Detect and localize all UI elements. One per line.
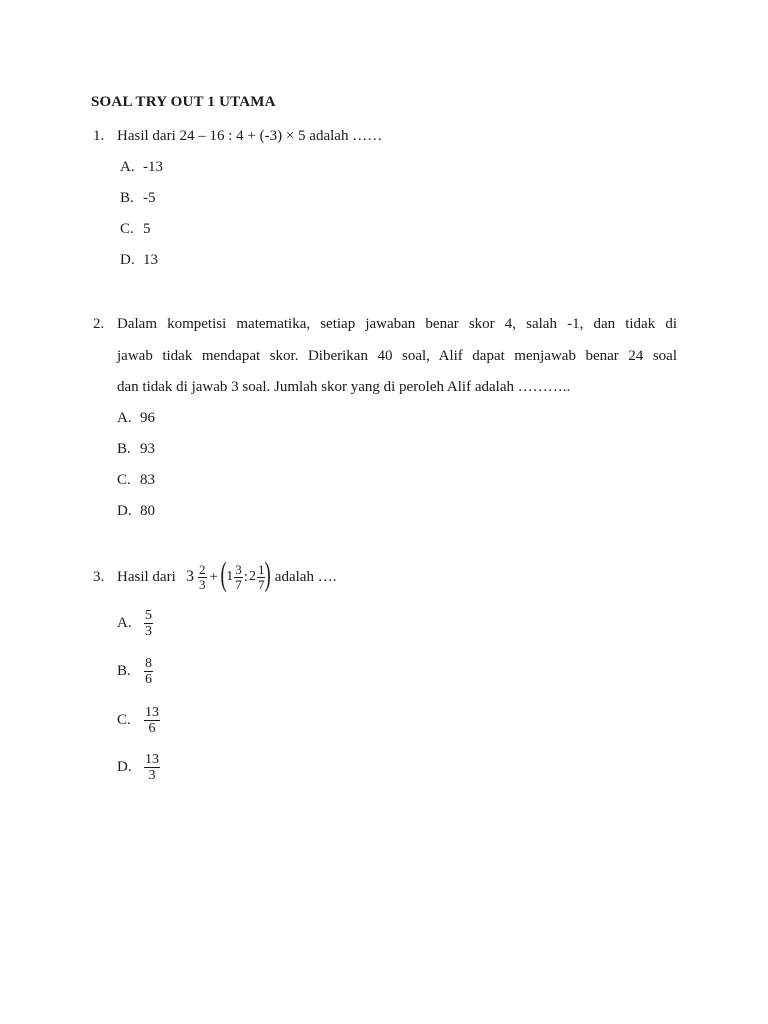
denominator: 7 — [257, 576, 265, 592]
q3-option-c — [117, 705, 160, 736]
option-letter: B. — [117, 663, 131, 679]
mixed-whole: 1 — [226, 569, 234, 584]
numerator: 2 — [199, 561, 206, 577]
option-fraction — [144, 656, 153, 687]
option-fraction — [144, 705, 160, 736]
option-letter: C. — [120, 221, 134, 237]
math-expression — [186, 557, 336, 597]
numerator: 8 — [145, 656, 152, 671]
numerator: 13 — [145, 752, 159, 767]
option-value: 96 — [140, 410, 155, 426]
option-value: -5 — [143, 190, 156, 206]
numerator: 5 — [145, 608, 152, 623]
document-title: SOAL TRY OUT 1 UTAMA — [91, 94, 276, 110]
option-value: 83 — [140, 472, 155, 488]
q3-option-d — [117, 752, 160, 783]
option-value: 80 — [140, 503, 155, 519]
denominator: 7 — [235, 576, 242, 592]
denominator: 6 — [145, 672, 152, 687]
numerator: 13 — [145, 705, 159, 720]
option-letter: A. — [117, 615, 132, 631]
fraction — [234, 563, 243, 592]
question-2-line-3: dan tidak di jawab 3 soal. Jumlah skor yang di peroleh Alif adalah ……….. — [117, 379, 571, 395]
q3-option-a — [117, 608, 153, 639]
denominator: 3 — [145, 624, 152, 639]
fraction — [198, 563, 207, 592]
option-letter: A. — [117, 410, 132, 426]
denominator: 3 — [199, 576, 206, 592]
question-2-line-1: Dalam kompetisi matematika, setiap jawaban benar skor 4, salah -1, dan tidak di — [117, 316, 677, 332]
option-letter: C. — [117, 472, 131, 488]
option-letter: D. — [117, 759, 132, 775]
option-letter: D. — [117, 503, 132, 519]
denominator: 6 — [148, 721, 156, 736]
right-paren: ) — [265, 556, 272, 593]
left-paren: ( — [220, 556, 227, 593]
option-value: -13 — [143, 159, 163, 175]
option-fraction — [144, 608, 153, 639]
question-number: 2. — [93, 316, 105, 332]
numerator: 3 — [235, 561, 242, 577]
question-text: Hasil dari 24 – 16 : 4 + (-3) × 5 adalah …… — [117, 128, 383, 144]
option-value: 13 — [143, 252, 158, 268]
denominator: 3 — [148, 768, 156, 783]
option-letter: A. — [120, 159, 135, 175]
option-letter: B. — [117, 441, 131, 457]
option-value: 93 — [140, 441, 155, 457]
question-text-suffix: adalah …. — [274, 568, 337, 585]
plus-operator: + — [209, 568, 218, 585]
question-text-prefix: Hasil dari — [117, 569, 176, 585]
mixed-whole: 2 — [248, 569, 256, 584]
question-2-line-2: jawab tidak mendapat skor. Diberikan 40 soal, Alif dapat menjawab benar 24 soal — [117, 348, 677, 364]
option-fraction — [144, 752, 160, 783]
mixed-whole: 3 — [186, 568, 194, 585]
option-letter: B. — [120, 190, 134, 206]
option-letter: C. — [117, 712, 131, 728]
numerator: 1 — [257, 561, 265, 577]
option-value: 5 — [143, 221, 151, 237]
question-number: 1. — [93, 128, 105, 144]
colon-operator: : — [243, 568, 248, 585]
option-letter: D. — [120, 252, 135, 268]
q3-option-b — [117, 656, 153, 687]
question-number: 3. — [93, 569, 105, 585]
